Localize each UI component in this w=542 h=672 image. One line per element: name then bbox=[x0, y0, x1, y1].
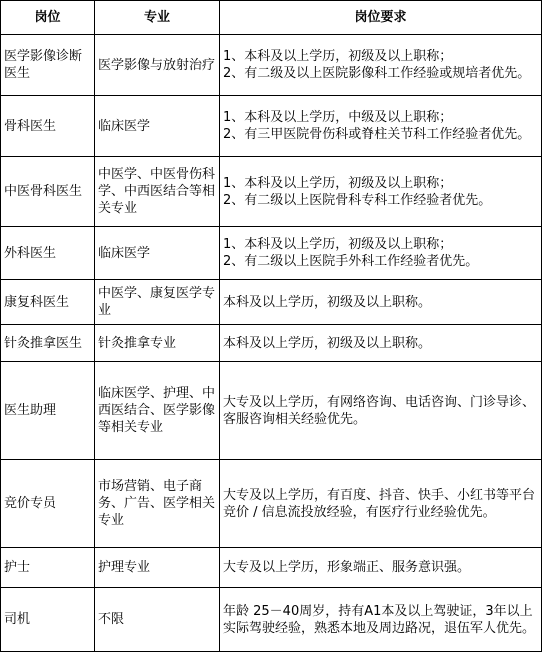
requirements-cell: 大专及以上学历，形象端正、服务意识强。 bbox=[220, 548, 542, 588]
position-cell: 医生助理 bbox=[1, 362, 95, 460]
position-cell: 外科医生 bbox=[1, 227, 95, 280]
position-cell: 针灸推拿医生 bbox=[1, 325, 95, 362]
requirements-cell: 大专及以上学历，有百度、抖音、快手、小红书等平台竞价 / 信息流投放经验，有医疗行业经验优先。 bbox=[220, 460, 542, 548]
header-requirements: 岗位要求 bbox=[220, 1, 542, 35]
major-cell: 中医学、康复医学专业 bbox=[95, 280, 220, 325]
major-cell: 临床医学、护理、中西医结合、医学影像等相关专业 bbox=[95, 362, 220, 460]
table-row bbox=[1, 96, 542, 157]
position-cell: 竞价专员 bbox=[1, 460, 95, 548]
requirements-cell: 本科及以上学历，初级及以上职称。 bbox=[220, 325, 542, 362]
requirements-cell: 大专及以上学历，有网络咨询、电话咨询、门诊导诊、客服咨询相关经验优先。 bbox=[220, 362, 542, 460]
position-cell: 中医骨科医生 bbox=[1, 157, 95, 227]
requirements-cell: 1、本科及以上学历，初级及以上职称； 2、有二级及以上医院影像科工作经验或规培者优先。 bbox=[220, 35, 542, 96]
major-cell: 临床医学 bbox=[95, 96, 220, 157]
requirements-cell: 本科及以上学历，初级及以上职称。 bbox=[220, 280, 542, 325]
position-cell: 康复科医生 bbox=[1, 280, 95, 325]
major-cell: 临床医学 bbox=[95, 227, 220, 280]
major-cell: 中医学、中医骨伤科学、中西医结合等相关专业 bbox=[95, 157, 220, 227]
requirements-cell: 年龄 25－40周岁，持有A1本及以上驾驶证，3年以上实际驾驶经验，熟悉本地及周边路况，退伍军人优先。 bbox=[220, 588, 542, 652]
major-cell: 医学影像与放射治疗 bbox=[95, 35, 220, 96]
major-cell: 护理专业 bbox=[95, 548, 220, 588]
header-major: 专业 bbox=[95, 1, 220, 35]
position-cell: 骨科医生 bbox=[1, 96, 95, 157]
table-row bbox=[1, 588, 542, 652]
requirements-cell: 1、本科及以上学历，初级及以上职称； 2、有二级以上医院手外科工作经验者优先。 bbox=[220, 227, 542, 280]
major-cell: 针灸推拿专业 bbox=[95, 325, 220, 362]
header-position: 岗位 bbox=[1, 1, 95, 35]
position-cell: 护士 bbox=[1, 548, 95, 588]
major-cell: 市场营销、电子商务、广告、医学相关专业 bbox=[95, 460, 220, 548]
requirements-cell: 1、本科及以上学历，中级及以上职称； 2、有三甲医院骨伤科或脊柱关节科工作经验者优先。 bbox=[220, 96, 542, 157]
table-row bbox=[1, 548, 542, 588]
requirements-cell: 1、本科及以上学历，初级及以上职称； 2、有二级以上医院骨科专科工作经验者优先。 bbox=[220, 157, 542, 227]
table-row bbox=[1, 35, 542, 96]
table-row bbox=[1, 227, 542, 280]
table-row bbox=[1, 157, 542, 227]
table-header-row bbox=[1, 1, 542, 35]
position-cell: 医学影像诊断医生 bbox=[1, 35, 95, 96]
major-cell: 不限 bbox=[95, 588, 220, 652]
table-row bbox=[1, 362, 542, 460]
table-row bbox=[1, 280, 542, 325]
table-row bbox=[1, 325, 542, 362]
position-cell: 司机 bbox=[1, 588, 95, 652]
table-row bbox=[1, 460, 542, 548]
